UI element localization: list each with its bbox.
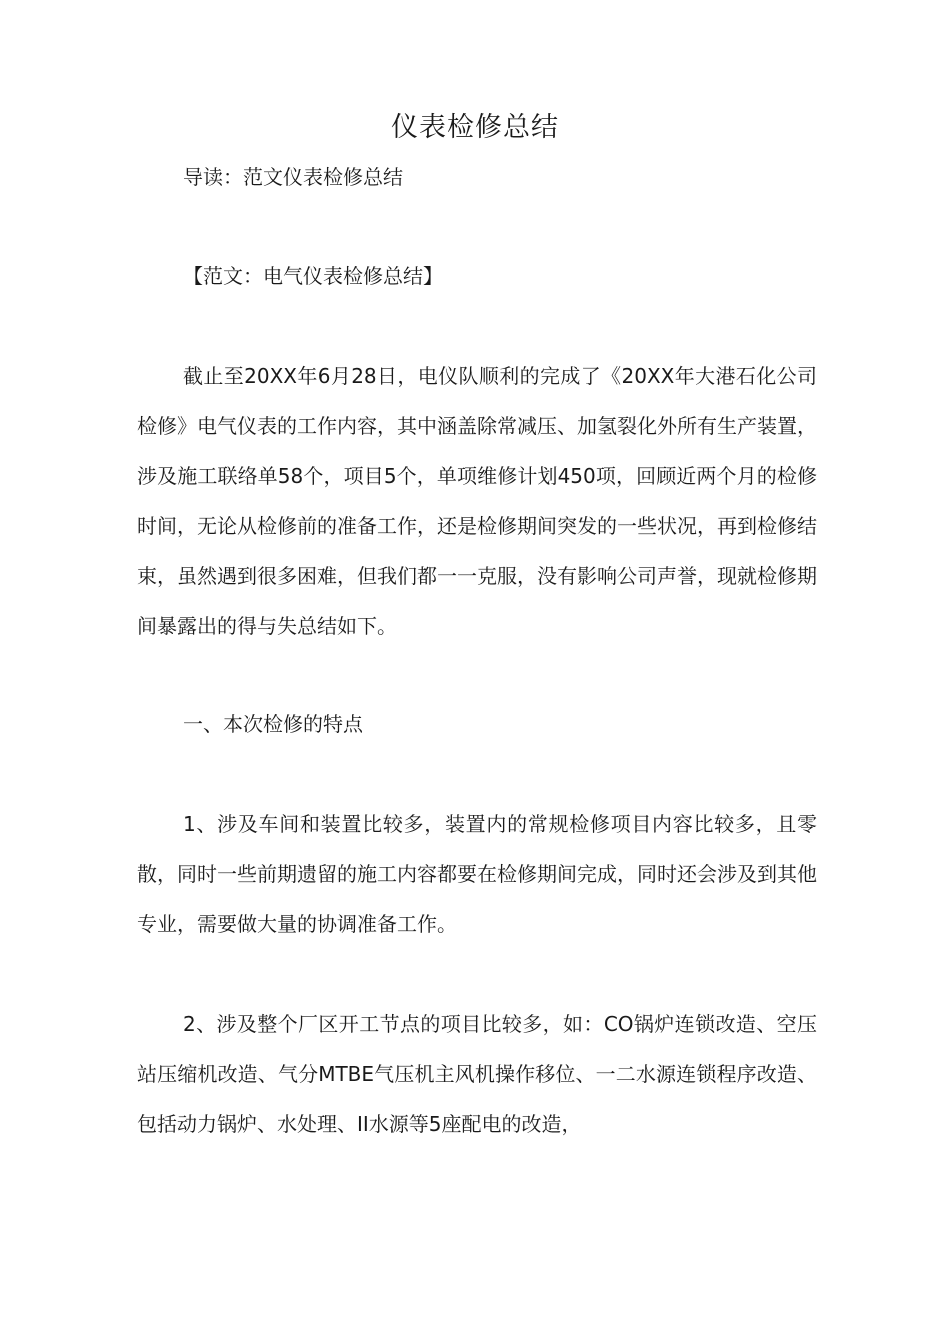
guide-line: 导读：范文仪表检修总结 <box>183 165 403 189</box>
document-title: 仪表检修总结 <box>391 112 559 143</box>
point-2-paragraph: 2、涉及整个厂区开工节点的项目比较多，如：CO锅炉连锁改造、空压站压缩机改造、气分MTBE气压机主风机操作移位、一二水源连锁程序改造、包括动力锅炉、水处理、II水源等5座配电的改造， <box>137 1012 817 1136</box>
intro-paragraph: 截止至20XX年6月28日，电仪队顺利的完成了《20XX年大港石化公司检修》电气仪表的工作内容，其中涵盖除常减压、加氢裂化外所有生产装置，涉及施工联络单58个，项目5个，单项维修计划450项，回顾近两个月的检修时间，无论从检修前的准备工作，还是检修期间突发的一些状况，再到检修结束，虽然遇到很多困难，但我们都一一克服，没有影响公司声誉，现就检修期间暴露出的得与失总结如下。 <box>137 364 817 638</box>
subheading-features: 一、本次检修的特点 <box>183 712 363 736</box>
section-heading: 【范文：电气仪表检修总结】 <box>183 264 443 288</box>
point-1-paragraph: 1、涉及车间和装置比较多，装置内的常规检修项目内容比较多，且零散，同时一些前期遗留的施工内容都要在检修期间完成，同时还会涉及到其他专业，需要做大量的协调准备工作。 <box>137 812 817 936</box>
